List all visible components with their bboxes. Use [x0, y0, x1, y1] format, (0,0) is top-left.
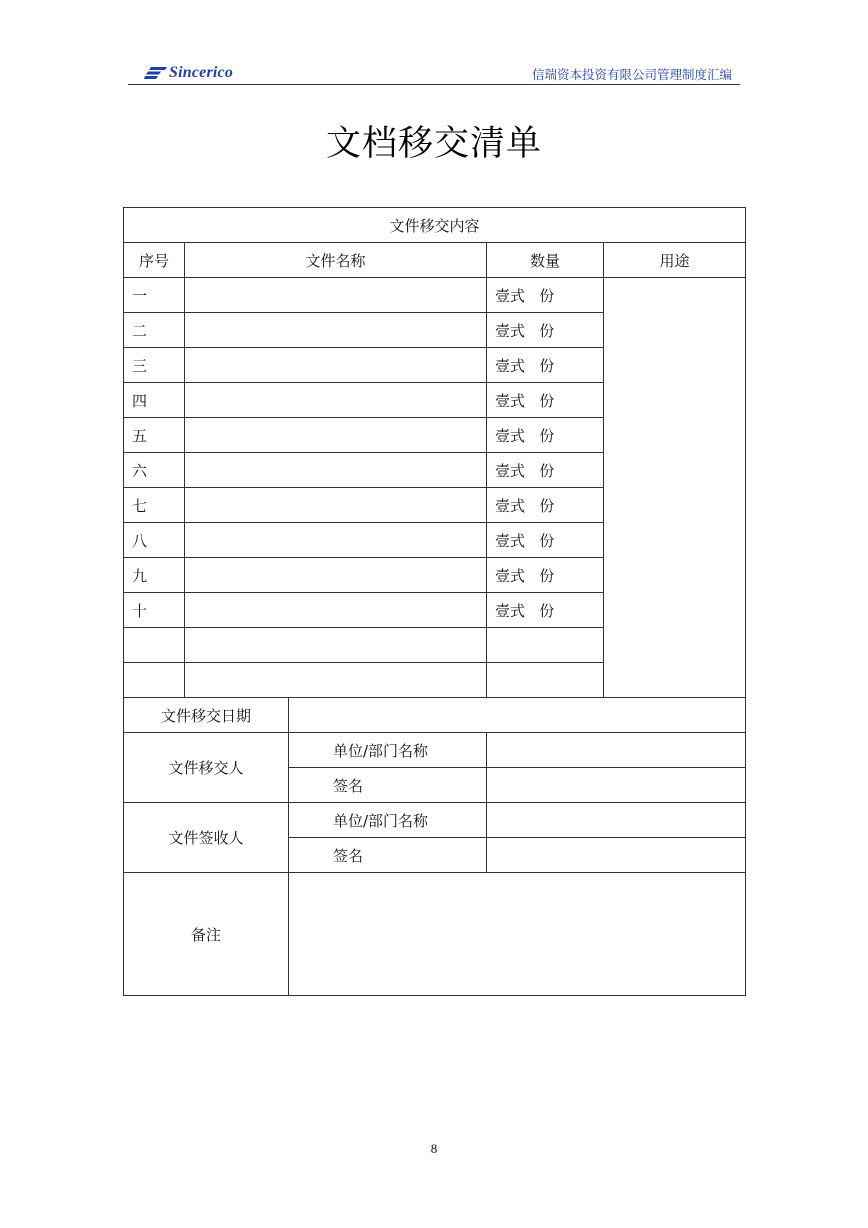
row-qty-blank[interactable]: [487, 663, 604, 698]
table-row: [124, 278, 746, 313]
transferor-dept-value[interactable]: [487, 733, 746, 768]
row-name-cell[interactable]: [185, 278, 487, 313]
company-logo: [144, 63, 233, 83]
row-qty: 壹式 份: [487, 348, 604, 383]
row-seq: 三: [124, 348, 185, 383]
row-qty: 壹式 份: [487, 418, 604, 453]
header-company-title: 信瑞资本投资有限公司管理制度汇编: [531, 67, 732, 82]
document-title: 文档移交清单: [325, 124, 542, 164]
row-seq: 五: [124, 418, 185, 453]
row-seq: 七: [124, 488, 185, 523]
row-seq: 九: [124, 558, 185, 593]
purpose-cell[interactable]: [604, 278, 746, 698]
col-header-seq: 序号: [124, 243, 185, 278]
col-header-name: 文件名称: [185, 243, 487, 278]
date-row: [124, 698, 746, 733]
row-name-cell[interactable]: [185, 418, 487, 453]
logo-icon: [144, 66, 168, 80]
logo-text: Sincerico: [169, 64, 234, 81]
transfer-table: [123, 207, 746, 996]
receiver-dept-value[interactable]: [487, 803, 746, 838]
column-header-row: [124, 243, 746, 278]
row-qty: 壹式 份: [487, 383, 604, 418]
receiver-dept-label: 单位/部门名称: [289, 803, 487, 838]
row-seq: 八: [124, 523, 185, 558]
receiver-sign-value[interactable]: [487, 838, 746, 873]
section-title-row: [124, 208, 746, 243]
section-title: 文件移交内容: [124, 208, 746, 243]
row-name-cell[interactable]: [185, 313, 487, 348]
transferor-sign-value[interactable]: [487, 768, 746, 803]
transferor-label: 文件移交人: [124, 733, 289, 803]
receiver-dept-row: [124, 803, 746, 838]
row-qty: 壹式 份: [487, 453, 604, 488]
row-seq: 二: [124, 313, 185, 348]
date-label: 文件移交日期: [124, 698, 289, 733]
date-value-cell[interactable]: [289, 698, 746, 733]
row-name-cell[interactable]: [185, 593, 487, 628]
row-seq: 一: [124, 278, 185, 313]
transferor-sign-label: 签名: [289, 768, 487, 803]
row-seq-blank[interactable]: [124, 628, 185, 663]
row-name-cell[interactable]: [185, 453, 487, 488]
row-name-cell[interactable]: [185, 348, 487, 383]
transferor-dept-label: 单位/部门名称: [289, 733, 487, 768]
row-seq-blank[interactable]: [124, 663, 185, 698]
remark-value-cell[interactable]: [289, 873, 746, 996]
row-qty: 壹式 份: [487, 278, 604, 313]
col-header-qty: 数量: [487, 243, 604, 278]
row-name-cell[interactable]: [185, 488, 487, 523]
row-qty: 壹式 份: [487, 558, 604, 593]
row-name-cell[interactable]: [185, 383, 487, 418]
receiver-label: 文件签收人: [124, 803, 289, 873]
row-qty: 壹式 份: [487, 313, 604, 348]
row-qty: 壹式 份: [487, 488, 604, 523]
row-seq: 十: [124, 593, 185, 628]
row-name-cell[interactable]: [185, 558, 487, 593]
remark-label: 备注: [124, 873, 289, 996]
page-header: [128, 62, 740, 85]
row-name-cell[interactable]: [185, 663, 487, 698]
row-qty: 壹式 份: [487, 523, 604, 558]
col-header-purpose: 用途: [604, 243, 746, 278]
row-seq: 六: [124, 453, 185, 488]
receiver-sign-label: 签名: [289, 838, 487, 873]
page-number: 8: [430, 1141, 438, 1156]
row-qty-blank[interactable]: [487, 628, 604, 663]
row-qty: 壹式 份: [487, 593, 604, 628]
transferor-dept-row: [124, 733, 746, 768]
remark-row: [124, 873, 746, 996]
row-name-cell[interactable]: [185, 523, 487, 558]
row-name-cell[interactable]: [185, 628, 487, 663]
row-seq: 四: [124, 383, 185, 418]
